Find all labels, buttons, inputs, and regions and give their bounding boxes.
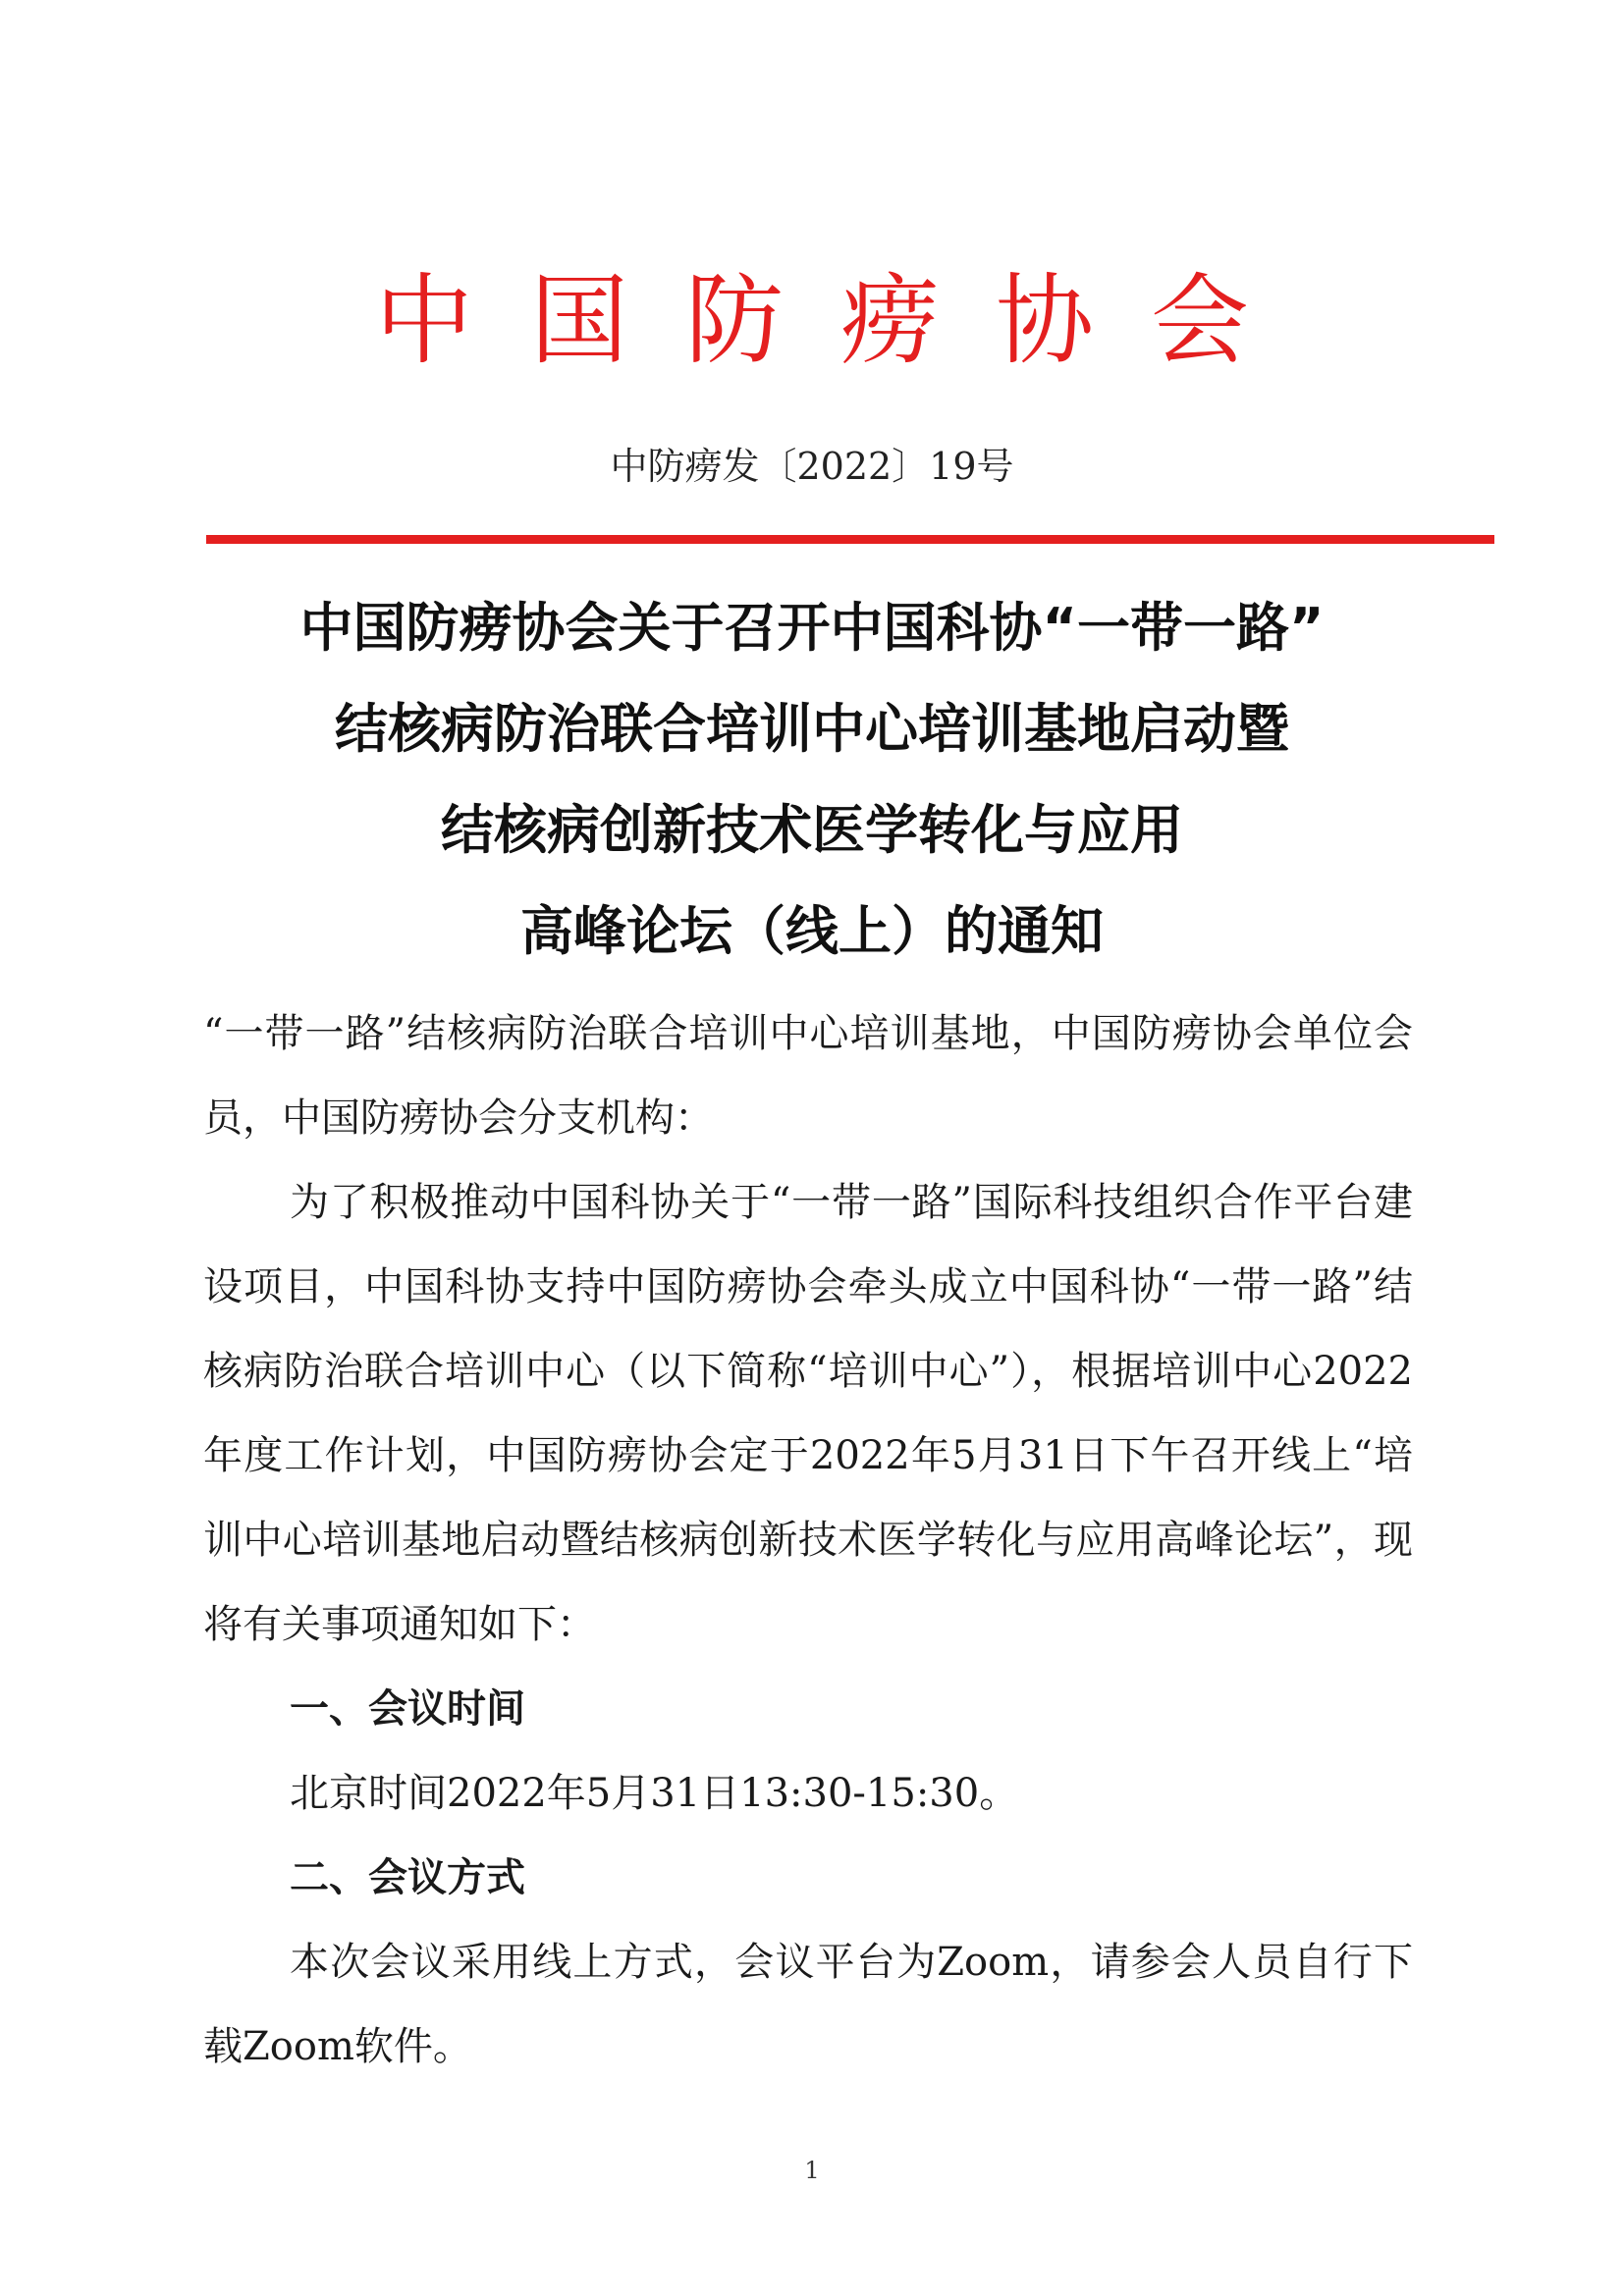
document-number: 中防痨发〔2022〕19号 [610, 445, 1014, 488]
section-heading-method: 二、会议方式 [290, 1855, 525, 1900]
red-divider [206, 535, 1494, 544]
notice-title-line: 高峰论坛（线上）的通知 [520, 900, 1104, 962]
organization-title: 中国防痨协会 [375, 263, 1306, 378]
notice-body [203, 991, 1413, 2089]
section-heading-time: 一、会议时间 [290, 1686, 525, 1732]
notice-title-line: 结核病创新技术医学转化与应用 [441, 799, 1183, 861]
intro-paragraph: 为了积极推动中国科协关于“一带一路”国际科技组织合作平台建设项目，中国科协支持中国防痨协会牵头成立中国科协“一带一路”结核病防治联合培训中心（以下简称“培训中心”），根据培训中心2022年度工作计划，中国防痨协会定于2022年5月31日下午召开线上“培训中心培训基地启动暨结核病创新技术医学转化与应用高峰论坛”，现将有关事项通知如下： [203, 1180, 1413, 1647]
recipients-paragraph: “一带一路”结核病防治联合培训中心培训基地，中国防痨协会单位会员，中国防痨协会分支机构： [203, 1011, 1413, 1141]
notice-title-line: 中国防痨协会关于召开中国科协“一带一路” [299, 597, 1325, 659]
section-text-method: 本次会议采用线上方式，会议平台为Zoom，请参会人员自行下载Zoom软件。 [203, 1940, 1413, 2069]
notice-title-line: 结核病防治联合培训中心培训基地启动暨 [335, 698, 1289, 760]
page-number: 1 [804, 2157, 820, 2184]
notice-title [147, 577, 1477, 982]
section-text-time: 北京时间2022年5月31日13:30-15:30。 [290, 1771, 1019, 1816]
